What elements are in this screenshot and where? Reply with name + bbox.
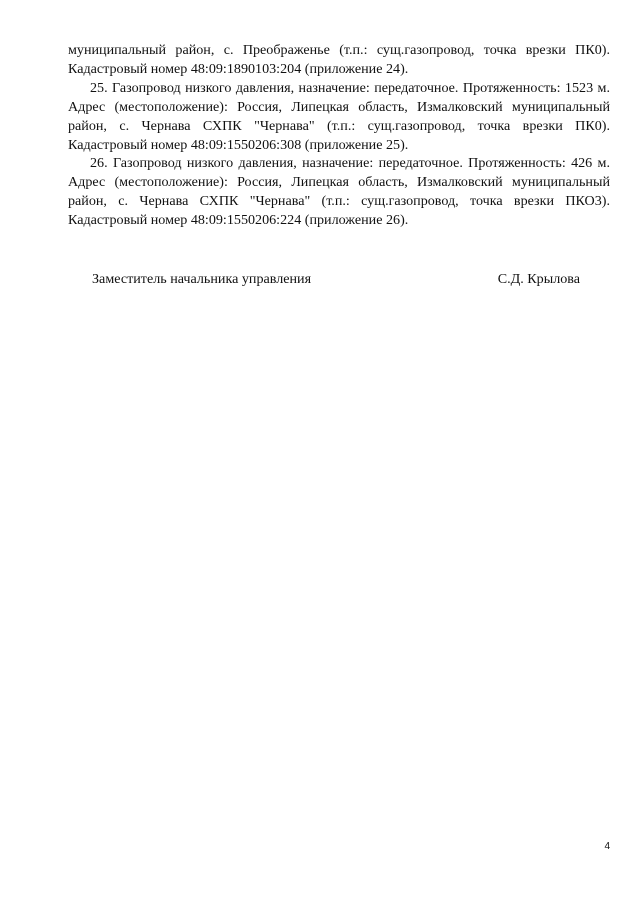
signatory-position: Заместитель начальника управления [92, 271, 312, 287]
paragraph-continuation-item-24: муниципальный район, с. Преображенье (т.п.: сущ.газопровод, точка врезки ПК0). Кадастровый номер 48:09:1890103:204 (приложение 24). [68, 42, 610, 77]
paragraph-item-26: 26. Газопровод низкого давления, назначение: передаточное. Протяженность: 426 м. Адрес (местоположение): Россия, Липецкая область, Измалковский муниципальный район, с. Чернава СХПК "Чернава" (т.п.: сущ.газопровод, точка врезки ПКО3). Кадастровый номер 48:09:1550206:224 (приложение 26). [68, 155, 610, 229]
signature-block [92, 270, 580, 288]
page-number: 4 [604, 841, 610, 852]
document-body [68, 41, 610, 230]
paragraph-item-25: 25. Газопровод низкого давления, назначение: передаточное. Протяженность: 1523 м. Адрес (местоположение): Россия, Липецкая область, Измалковский муниципальный район, с. Чернава СХПК "Чернава" (т.п.: сущ.газопровод, точка врезки ПК0). Кадастровый номер 48:09:1550206:308 (приложение 25). [68, 79, 610, 153]
signatory-name: С.Д. Крылова [497, 271, 580, 287]
